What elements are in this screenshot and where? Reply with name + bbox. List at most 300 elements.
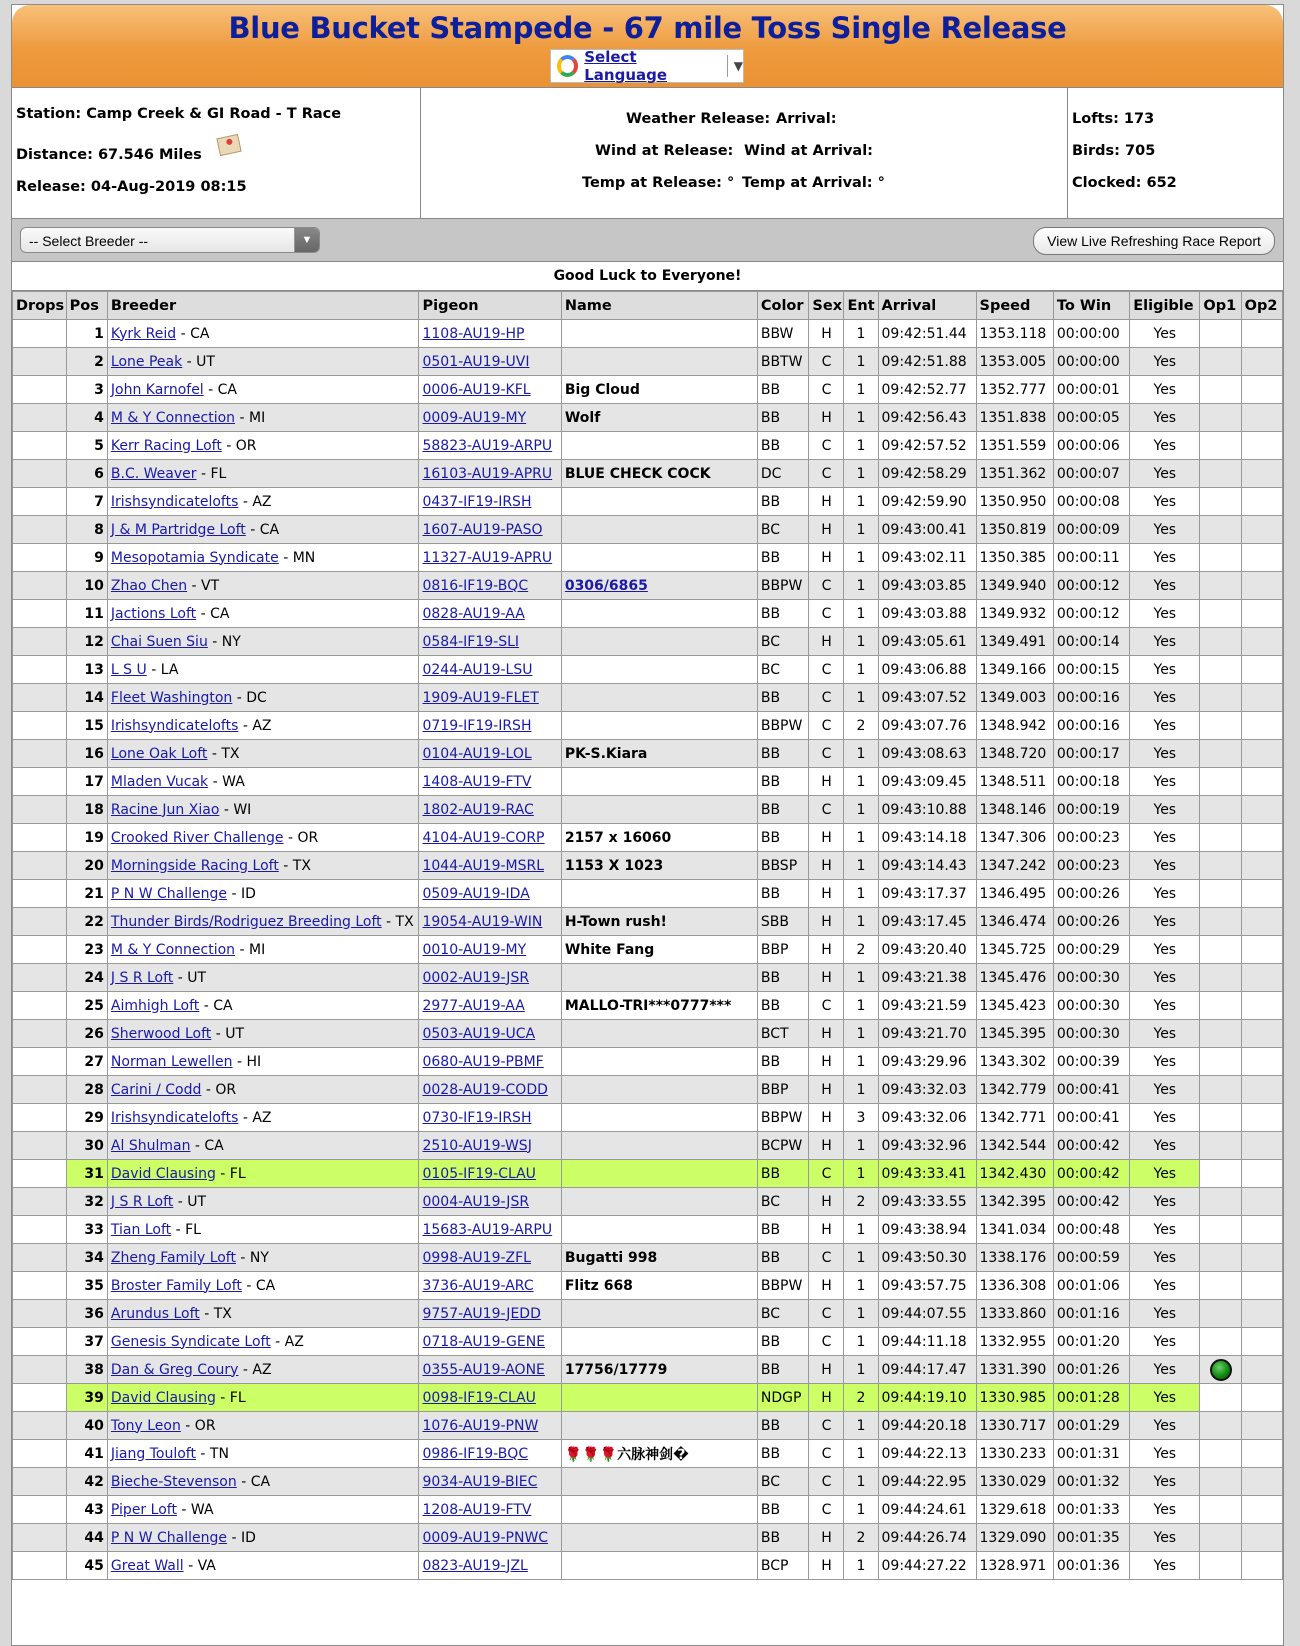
speed-cell: 1351.838 xyxy=(976,404,1053,432)
breeder-cell xyxy=(107,992,419,1020)
position-cell: 23 xyxy=(66,936,107,964)
breeder-state: - WA xyxy=(176,1501,214,1518)
color-cell: BC xyxy=(757,1300,809,1328)
pigeon-link[interactable]: 1607-AU19-PASO xyxy=(422,521,543,538)
map-icon[interactable] xyxy=(216,134,241,156)
pigeon-cell xyxy=(419,684,561,712)
color-cell: BBTW xyxy=(757,348,809,376)
speed-cell: 1345.395 xyxy=(976,1020,1053,1048)
speed-cell: 1350.819 xyxy=(976,516,1053,544)
sex-cell: H xyxy=(809,1272,844,1300)
pigeon-link[interactable]: 0437-IF19-IRSH xyxy=(422,493,532,510)
pigeon-link[interactable]: 1044-AU19-MSRL xyxy=(422,857,545,874)
to-win-cell: 00:01:26 xyxy=(1053,1356,1129,1384)
select-language-link[interactable]: Select Language xyxy=(584,48,668,84)
breeder-link[interactable]: Genesis Syndicate Loft xyxy=(110,1333,271,1350)
pigeon-name-cell xyxy=(561,320,757,348)
pigeon-link[interactable]: 0355-AU19-AONE xyxy=(422,1361,545,1378)
pigeon-cell xyxy=(419,544,561,572)
sex-cell: C xyxy=(809,656,844,684)
sex-cell: C xyxy=(809,796,844,824)
pigeon-cell xyxy=(419,600,561,628)
breeder-state: - MI xyxy=(235,409,266,426)
pigeon-link[interactable]: 0730-IF19-IRSH xyxy=(422,1109,532,1126)
entry-cell: 1 xyxy=(844,1020,878,1048)
breeder-state: - NY xyxy=(207,633,241,650)
position-cell: 25 xyxy=(66,992,107,1020)
pigeon-link[interactable]: 0816-IF19-BQC xyxy=(422,577,529,594)
pigeon-link[interactable]: 1108-AU19-HP xyxy=(422,325,525,342)
breeder-cell xyxy=(107,460,419,488)
sex-cell: C xyxy=(809,432,844,460)
table-row xyxy=(13,740,1283,768)
breeder-state: - CA xyxy=(241,1277,276,1294)
speed-cell: 1353.118 xyxy=(976,320,1053,348)
entry-cell: 1 xyxy=(844,656,878,684)
eligible-cell: Yes xyxy=(1130,712,1200,740)
speed-cell: 1349.003 xyxy=(976,684,1053,712)
pigeon-name-cell xyxy=(561,656,757,684)
pigeon-link[interactable]: 0104-AU19-LOL xyxy=(422,745,532,762)
pigeon-link[interactable]: 0998-AU19-ZFL xyxy=(422,1249,531,1266)
position-cell: 36 xyxy=(66,1300,107,1328)
arrival-cell: 09:42:51.88 xyxy=(878,348,976,376)
pigeon-name-link[interactable]: 0306/6865 xyxy=(564,577,648,594)
eligible-cell: Yes xyxy=(1130,460,1200,488)
pigeon-link[interactable]: 1408-AU19-FTV xyxy=(422,773,532,790)
breeder-cell xyxy=(107,404,419,432)
speed-cell: 1331.390 xyxy=(976,1356,1053,1384)
eligible-cell: Yes xyxy=(1130,320,1200,348)
breeder-link[interactable]: Tian Loft xyxy=(110,1221,172,1238)
to-win-cell: 00:00:30 xyxy=(1053,1020,1129,1048)
sex-cell: C xyxy=(809,348,844,376)
speed-cell: 1347.242 xyxy=(976,852,1053,880)
position-cell: 43 xyxy=(66,1496,107,1524)
pigeon-cell xyxy=(419,1020,561,1048)
breeder-link[interactable]: Lone Peak xyxy=(110,353,183,370)
drops-cell xyxy=(13,376,67,404)
table-row xyxy=(13,488,1283,516)
op2-cell xyxy=(1241,656,1282,684)
position-cell: 11 xyxy=(66,600,107,628)
pigeon-link[interactable]: 0105-IF19-CLAU xyxy=(422,1165,536,1182)
breeder-state: - FL xyxy=(171,1221,201,1238)
entry-cell: 1 xyxy=(844,348,878,376)
pigeon-name-cell: Big Cloud xyxy=(561,376,757,404)
color-cell: BBPW xyxy=(757,712,809,740)
birds-count: Birds: 705 xyxy=(1072,143,1156,159)
drops-cell xyxy=(13,1244,67,1272)
op2-cell xyxy=(1241,880,1282,908)
pigeon-name-cell: MALLO-TRI***0777*** xyxy=(561,992,757,1020)
pigeon-link[interactable]: 2977-AU19-AA xyxy=(422,997,525,1014)
op1-cell xyxy=(1200,880,1241,908)
table-row xyxy=(13,1440,1283,1468)
pigeon-name-cell xyxy=(561,768,757,796)
breeder-state: - TX xyxy=(199,1305,232,1322)
entry-cell: 1 xyxy=(844,1272,878,1300)
sex-cell: H xyxy=(809,1076,844,1104)
pigeon-link[interactable]: 0028-AU19-CODD xyxy=(422,1081,548,1098)
eligible-cell: Yes xyxy=(1130,1076,1200,1104)
breeder-link[interactable]: Zhao Chen xyxy=(110,577,188,594)
breeder-link[interactable]: Norman Lewellen xyxy=(110,1053,233,1070)
breeder-cell xyxy=(107,572,419,600)
pigeon-name-cell xyxy=(561,1468,757,1496)
pigeon-name-cell: PK-S.Kiara xyxy=(561,740,757,768)
eligible-cell: Yes xyxy=(1130,348,1200,376)
sex-cell: C xyxy=(809,1328,844,1356)
pigeon-link[interactable]: 0244-AU19-LSU xyxy=(422,661,533,678)
eligible-cell: Yes xyxy=(1130,628,1200,656)
speed-cell: 1342.771 xyxy=(976,1104,1053,1132)
table-row xyxy=(13,1076,1283,1104)
breeder-state: - FL xyxy=(215,1389,246,1406)
position-cell: 15 xyxy=(66,712,107,740)
pigeon-cell xyxy=(419,432,561,460)
pigeon-link[interactable]: 1909-AU19-FLET xyxy=(422,689,539,706)
to-win-cell: 00:00:30 xyxy=(1053,992,1129,1020)
op2-cell xyxy=(1241,1132,1282,1160)
speed-cell: 1330.717 xyxy=(976,1412,1053,1440)
breeder-state: - NY xyxy=(235,1249,269,1266)
breeder-cell xyxy=(107,796,419,824)
pigeon-name-cell xyxy=(561,712,757,740)
pigeon-cell xyxy=(419,880,561,908)
speed-cell: 1352.777 xyxy=(976,376,1053,404)
breeder-cell xyxy=(107,964,419,992)
breeder-cell xyxy=(107,1552,419,1580)
pigeon-cell xyxy=(419,1468,561,1496)
color-cell: BB xyxy=(757,1496,809,1524)
breeder-link[interactable]: J S R Loft xyxy=(110,1193,174,1210)
pigeon-link[interactable]: 1208-AU19-FTV xyxy=(422,1501,532,1518)
breeder-link[interactable]: Mesopotamia Syndicate xyxy=(110,549,279,566)
breeder-link[interactable]: Mladen Vucak xyxy=(110,773,209,790)
speed-cell: 1349.940 xyxy=(976,572,1053,600)
pigeon-name-cell xyxy=(561,1132,757,1160)
arrival-cell: 09:43:05.61 xyxy=(878,628,976,656)
to-win-cell: 00:00:01 xyxy=(1053,376,1129,404)
breeder-link[interactable]: M & Y Connection xyxy=(110,941,236,958)
breeder-link[interactable]: Piper Loft xyxy=(110,1501,177,1518)
sex-cell: C xyxy=(809,1440,844,1468)
breeder-link[interactable]: Lone Oak Loft xyxy=(110,745,208,762)
pigeon-name-cell xyxy=(561,348,757,376)
breeder-link[interactable]: Broster Family Loft xyxy=(110,1277,242,1294)
op2-cell xyxy=(1241,852,1282,880)
breeder-link[interactable]: Irishsyndicatelofts xyxy=(110,1109,239,1126)
breeder-state: - ID xyxy=(227,885,256,902)
breeder-state: - DC xyxy=(232,689,267,706)
pigeon-link[interactable]: 0823-AU19-JZL xyxy=(422,1557,528,1574)
speed-cell: 1332.955 xyxy=(976,1328,1053,1356)
sex-cell: C xyxy=(809,684,844,712)
breeder-link[interactable]: P N W Challenge xyxy=(110,1529,228,1546)
speed-cell: 1345.725 xyxy=(976,936,1053,964)
arrival-cell: 09:44:07.55 xyxy=(878,1300,976,1328)
op1-cell xyxy=(1200,936,1241,964)
pigeon-link[interactable]: 0098-IF19-CLAU xyxy=(422,1389,536,1406)
op1-cell xyxy=(1200,1020,1241,1048)
drops-cell xyxy=(13,1496,67,1524)
breeder-link[interactable]: Kyrk Reid xyxy=(110,325,177,342)
arrival-cell: 09:43:21.70 xyxy=(878,1020,976,1048)
breeder-cell xyxy=(107,1188,419,1216)
pigeon-link[interactable]: 0680-AU19-PBMF xyxy=(422,1053,544,1070)
breeder-link[interactable]: Kerr Racing Loft xyxy=(110,437,222,454)
color-cell: BB xyxy=(757,404,809,432)
pigeon-link[interactable]: 11327-AU19-APRU xyxy=(422,549,553,566)
breeder-link[interactable]: Racine Jun Xiao xyxy=(110,801,220,818)
table-row xyxy=(13,1328,1283,1356)
table-row xyxy=(13,796,1283,824)
breeder-link[interactable]: Crooked River Challenge xyxy=(110,829,284,846)
breeder-link[interactable]: Fleet Washington xyxy=(110,689,233,706)
dropdown-arrow-icon[interactable]: ▼ xyxy=(733,59,743,73)
drops-cell xyxy=(13,1356,67,1384)
clocked-count: Clocked: 652 xyxy=(1072,175,1177,191)
column-header-eligible: Eligible xyxy=(1130,292,1200,320)
color-cell: BB xyxy=(757,768,809,796)
breeder-state: - OR xyxy=(283,829,319,846)
entry-cell: 1 xyxy=(844,432,878,460)
select-arrow-icon[interactable]: ▼ xyxy=(294,228,319,252)
pigeon-link[interactable]: 0009-AU19-MY xyxy=(422,409,527,426)
op1-cell xyxy=(1200,768,1241,796)
page-title: Blue Bucket Stampede - 67 mile Toss Single Release xyxy=(228,11,1067,45)
eligible-cell: Yes xyxy=(1130,908,1200,936)
breeder-link[interactable]: Morningside Racing Loft xyxy=(110,857,279,874)
arrival-cell: 09:43:14.18 xyxy=(878,824,976,852)
drops-cell xyxy=(13,460,67,488)
pigeon-cell xyxy=(419,1524,561,1552)
pigeon-link[interactable]: 4104-AU19-CORP xyxy=(422,829,545,846)
entry-cell: 1 xyxy=(844,1300,878,1328)
op2-cell xyxy=(1241,1020,1282,1048)
arrival-cell: 09:43:17.45 xyxy=(878,908,976,936)
breeder-link[interactable]: P N W Challenge xyxy=(110,885,228,902)
drops-cell xyxy=(13,1076,67,1104)
entry-cell: 1 xyxy=(844,992,878,1020)
op1-cell xyxy=(1200,600,1241,628)
op1-cell xyxy=(1200,796,1241,824)
entry-cell: 1 xyxy=(844,796,878,824)
position-cell: 12 xyxy=(66,628,107,656)
eligible-cell: Yes xyxy=(1130,684,1200,712)
pigeon-name-cell xyxy=(561,1384,757,1412)
eligible-cell: Yes xyxy=(1130,1356,1200,1384)
breeder-link[interactable]: Dan & Greg Coury xyxy=(110,1361,239,1378)
speed-cell: 1345.423 xyxy=(976,992,1053,1020)
breeder-link[interactable]: L S U xyxy=(110,661,147,678)
pigeon-link[interactable]: 0503-AU19-UCA xyxy=(422,1025,536,1042)
eligible-cell: Yes xyxy=(1130,544,1200,572)
breeder-link[interactable]: Aimhigh Loft xyxy=(110,997,200,1014)
speed-cell: 1351.559 xyxy=(976,432,1053,460)
breeder-link[interactable]: Zheng Family Loft xyxy=(110,1249,236,1266)
to-win-cell: 00:00:42 xyxy=(1053,1188,1129,1216)
breeder-link[interactable]: David Clausing xyxy=(110,1165,216,1182)
arrival-cell: 09:43:20.40 xyxy=(878,936,976,964)
pigeon-link[interactable]: 58823-AU19-ARPU xyxy=(422,437,553,454)
eligible-cell: Yes xyxy=(1130,404,1200,432)
pigeon-link[interactable]: 0719-IF19-IRSH xyxy=(422,717,532,734)
table-row xyxy=(13,1412,1283,1440)
live-report-button[interactable]: View Live Refreshing Race Report xyxy=(1033,227,1275,255)
pigeon-link[interactable]: 0986-IF19-BQC xyxy=(422,1445,529,1462)
column-header-speed: Speed xyxy=(976,292,1053,320)
arrival-cell: 09:43:33.55 xyxy=(878,1188,976,1216)
op2-cell xyxy=(1241,432,1282,460)
op2-cell xyxy=(1241,460,1282,488)
pigeon-link[interactable]: 0002-AU19-JSR xyxy=(422,969,530,986)
pigeon-link[interactable]: 1802-AU19-RAC xyxy=(422,801,534,818)
breeder-link[interactable]: B.C. Weaver xyxy=(110,465,197,482)
breeder-link[interactable]: Al Shulman xyxy=(110,1137,191,1154)
pigeon-link[interactable]: 9757-AU19-JEDD xyxy=(422,1305,541,1322)
arrival-cell: 09:42:52.77 xyxy=(878,376,976,404)
pigeon-link[interactable]: 16103-AU19-APRU xyxy=(422,465,553,482)
column-header-drops: Drops xyxy=(13,292,67,320)
breeder-link[interactable]: Chai Suen Siu xyxy=(110,633,208,650)
breeder-select[interactable] xyxy=(20,227,320,253)
pigeon-cell xyxy=(419,768,561,796)
drops-cell xyxy=(13,1160,67,1188)
eligible-cell: Yes xyxy=(1130,1300,1200,1328)
pigeon-link[interactable]: 1076-AU19-PNW xyxy=(422,1417,539,1434)
breeder-link[interactable]: Carini / Codd xyxy=(110,1081,202,1098)
table-header-row xyxy=(13,292,1283,320)
table-row xyxy=(13,684,1283,712)
breeder-state: - TN xyxy=(195,1445,229,1462)
column-header-pigeon: Pigeon xyxy=(419,292,561,320)
color-cell: BB xyxy=(757,544,809,572)
pigeon-link[interactable]: 0584-IF19-SLI xyxy=(422,633,520,650)
breeder-cell xyxy=(107,1328,419,1356)
color-cell: BB xyxy=(757,992,809,1020)
sex-cell: H xyxy=(809,880,844,908)
breeder-link[interactable]: J S R Loft xyxy=(110,969,174,986)
to-win-cell: 00:00:26 xyxy=(1053,880,1129,908)
op2-cell xyxy=(1241,796,1282,824)
entry-cell: 2 xyxy=(844,712,878,740)
drops-cell xyxy=(13,404,67,432)
breeder-link[interactable]: Thunder Birds/Rodriguez Breeding Loft xyxy=(110,913,382,930)
breeder-link[interactable]: Arundus Loft xyxy=(110,1305,200,1322)
pigeon-link[interactable]: 0006-AU19-KFL xyxy=(422,381,531,398)
sex-cell: H xyxy=(809,1048,844,1076)
breeder-link[interactable]: Sherwood Loft xyxy=(110,1025,212,1042)
table-row xyxy=(13,1356,1283,1384)
pigeon-link[interactable]: 9034-AU19-BIEC xyxy=(422,1473,538,1490)
pigeon-link[interactable]: 19054-AU19-WIN xyxy=(422,913,543,930)
breeder-link[interactable]: M & Y Connection xyxy=(110,409,236,426)
drops-cell xyxy=(13,936,67,964)
breeder-link[interactable]: Great Wall xyxy=(110,1557,184,1574)
op2-cell xyxy=(1241,628,1282,656)
pigeon-link[interactable]: 0004-AU19-JSR xyxy=(422,1193,530,1210)
distance-text: Distance: 67.546 Miles xyxy=(16,147,202,163)
op2-cell xyxy=(1241,404,1282,432)
pigeon-link[interactable]: 0718-AU19-GENE xyxy=(422,1333,546,1350)
breeder-state: - UT xyxy=(173,1193,207,1210)
pigeon-link[interactable]: 0509-AU19-IDA xyxy=(422,885,530,902)
pigeon-link[interactable]: 0828-AU19-AA xyxy=(422,605,525,622)
pigeon-cell xyxy=(419,712,561,740)
arrival-cell: 09:42:57.52 xyxy=(878,432,976,460)
pigeon-name-cell xyxy=(561,1104,757,1132)
drops-cell xyxy=(13,1188,67,1216)
color-cell: BC xyxy=(757,628,809,656)
language-selector[interactable] xyxy=(550,49,744,83)
op1-cell xyxy=(1200,1076,1241,1104)
pigeon-name-cell xyxy=(561,1496,757,1524)
to-win-cell: 00:00:41 xyxy=(1053,1104,1129,1132)
breeder-link[interactable]: Jiang Touloft xyxy=(110,1445,196,1462)
arrival-cell: 09:43:17.37 xyxy=(878,880,976,908)
pigeon-link[interactable]: 0010-AU19-MY xyxy=(422,941,527,958)
pigeon-link[interactable]: 0501-AU19-UVI xyxy=(422,353,530,370)
pigeon-cell xyxy=(419,348,561,376)
to-win-cell: 00:00:19 xyxy=(1053,796,1129,824)
drops-cell xyxy=(13,712,67,740)
entry-cell: 1 xyxy=(844,768,878,796)
arrival-cell: 09:43:07.76 xyxy=(878,712,976,740)
breeder-link[interactable]: Bieche-Stevenson xyxy=(110,1473,237,1490)
speed-cell: 1349.932 xyxy=(976,600,1053,628)
breeder-link[interactable]: Irishsyndicatelofts xyxy=(110,717,239,734)
pigeon-name-cell xyxy=(561,1524,757,1552)
op1-cell xyxy=(1200,656,1241,684)
breeder-state: - TX xyxy=(381,913,414,930)
color-cell: BBSP xyxy=(757,852,809,880)
column-header-arrival: Arrival xyxy=(878,292,976,320)
pigeon-link[interactable]: 3736-AU19-ARC xyxy=(422,1277,534,1294)
sex-cell: H xyxy=(809,936,844,964)
table-row xyxy=(13,1160,1283,1188)
breeder-link[interactable]: David Clausing xyxy=(110,1389,216,1406)
position-cell: 7 xyxy=(66,488,107,516)
breeder-cell xyxy=(107,712,419,740)
breeder-link[interactable]: Irishsyndicatelofts xyxy=(110,493,239,510)
position-cell: 37 xyxy=(66,1328,107,1356)
breeder-link[interactable]: John Karnofel xyxy=(110,381,204,398)
column-header-to-win: To Win xyxy=(1053,292,1129,320)
to-win-cell: 00:00:42 xyxy=(1053,1132,1129,1160)
pigeon-link[interactable]: 15683-AU19-ARPU xyxy=(422,1221,553,1238)
pigeon-cell xyxy=(419,1440,561,1468)
sex-cell: C xyxy=(809,1244,844,1272)
pigeon-cell xyxy=(419,1160,561,1188)
breeder-link[interactable]: J & M Partridge Loft xyxy=(110,521,246,538)
pigeon-cell xyxy=(419,936,561,964)
pigeon-link[interactable]: 2510-AU19-WSJ xyxy=(422,1137,532,1154)
breeder-cell xyxy=(107,1076,419,1104)
breeder-link[interactable]: Jactions Loft xyxy=(110,605,197,622)
speed-cell: 1345.476 xyxy=(976,964,1053,992)
position-cell: 31 xyxy=(66,1160,107,1188)
eligible-cell: Yes xyxy=(1130,1524,1200,1552)
breeder-link[interactable]: Tony Leon xyxy=(110,1417,181,1434)
pigeon-name-cell xyxy=(561,1300,757,1328)
eligible-cell: Yes xyxy=(1130,992,1200,1020)
breeder-cell xyxy=(107,1384,419,1412)
pigeon-link[interactable]: 0009-AU19-PNWC xyxy=(422,1529,549,1546)
arrival-cell: 09:44:22.13 xyxy=(878,1440,976,1468)
pigeon-cell xyxy=(419,320,561,348)
